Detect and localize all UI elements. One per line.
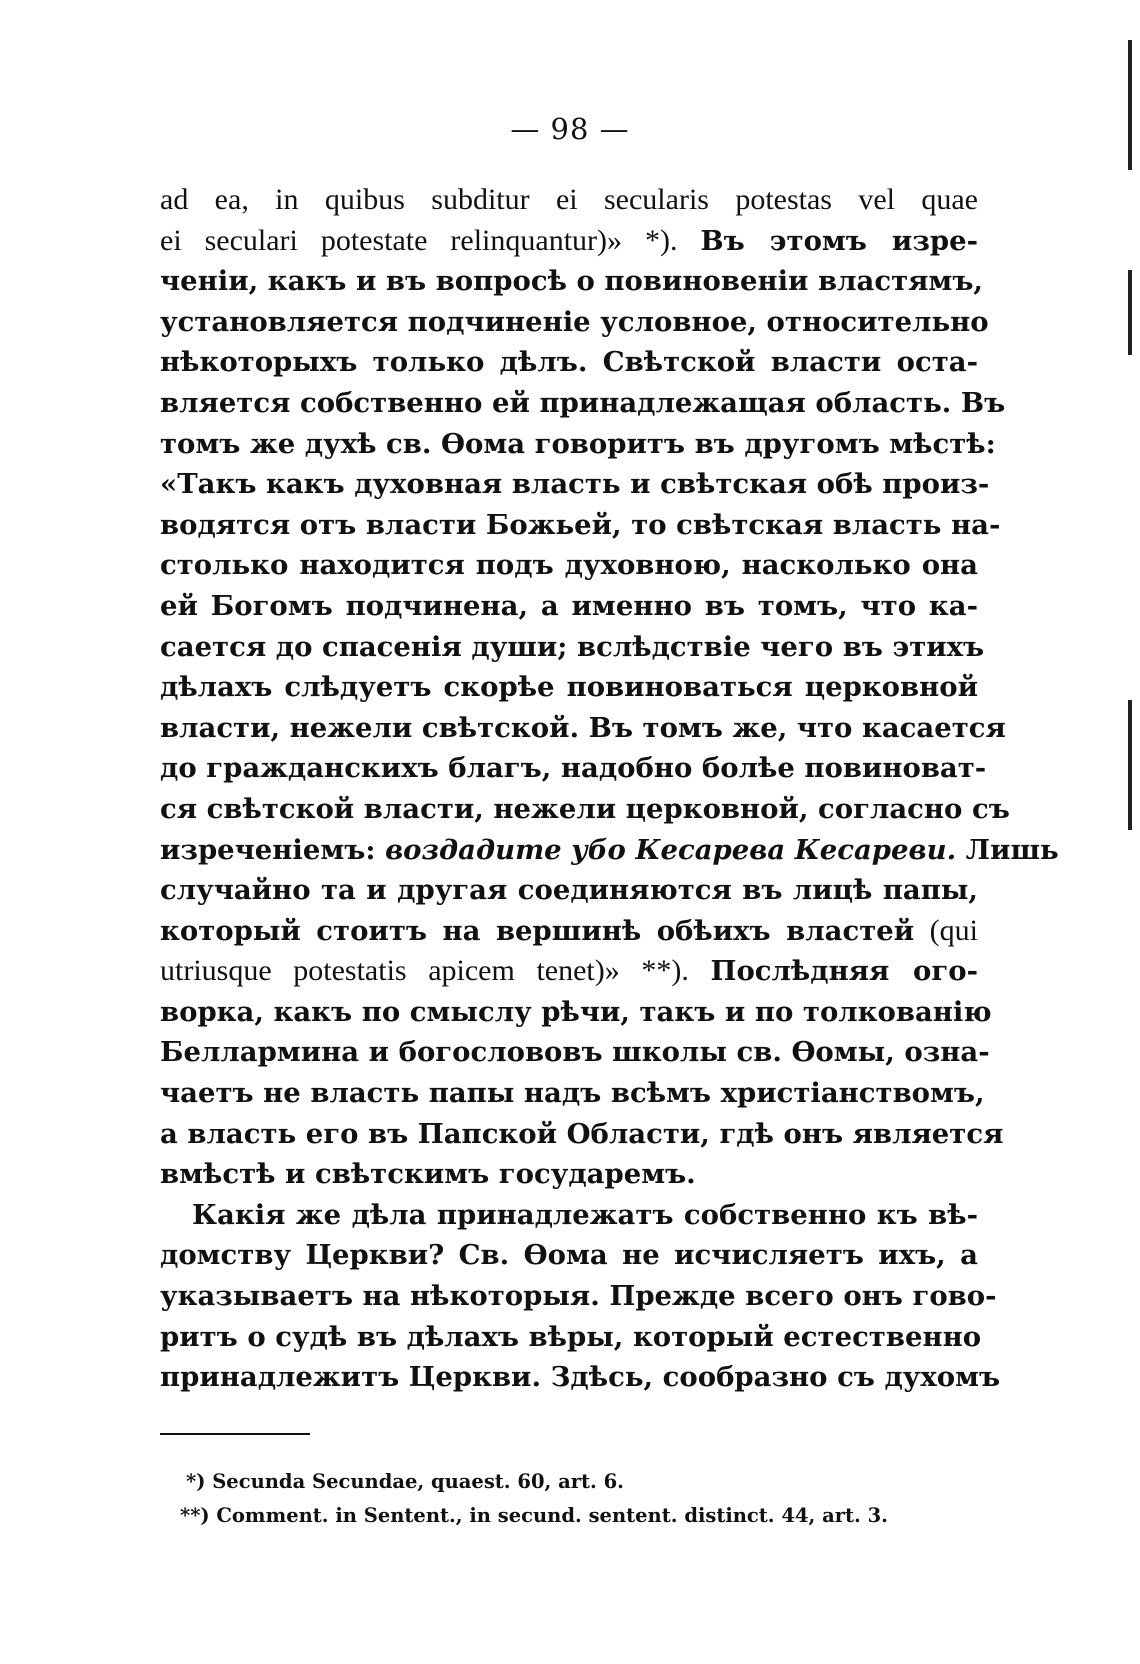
text-segment: Какія же дѣла принадлежатъ собственно къ вѣ- [192,1198,978,1231]
text-segment: Въ этомъ изре- [700,224,979,257]
text-segment: принадлежитъ Церкви. Здѣсь, сообразно съ духомъ [160,1361,1001,1394]
text-segment: Лишь [956,833,1059,866]
text-line [160,667,978,708]
text-line [160,1357,1001,1398]
text-line [160,1317,982,1358]
body-text [160,180,1059,1398]
text-segment: ченіи, какъ и въ вопросѣ о повиновеніи властямъ, [160,265,983,298]
text-segment: дѣлахъ слѣдуетъ скорѣе повиноваться церковной [160,671,978,704]
text-line [160,951,978,992]
text-segment: ворка, какъ по смыслу рѣчи, такъ и по толкованію [160,995,992,1028]
text-line [160,789,1010,830]
text-segment: ei seculari potestate relinquantur)» *). [160,223,701,257]
text-segment: ся свѣтской власти, нежели церковной, согласно съ [160,792,1010,825]
text-line [160,261,983,302]
text-segment: Беллармина и богослововъ школы св. Ѳомы, озна- [160,1036,990,1069]
text-segment: «Такъ какъ духовная власть и свѣтская обѣ произ- [160,468,990,501]
text-line [160,708,1006,749]
text-segment: сается до спасенія души; вслѣдствіе чего въ этихъ [160,630,985,663]
text-segment: ей Богомъ подчинена, а именно въ томъ, что ка- [160,589,978,622]
text-line [160,1114,1004,1155]
text-line [160,180,978,221]
text-line [160,302,989,343]
text-segment: установляется подчиненіе условное, относительно [160,305,989,338]
text-line [160,1032,990,1073]
text-segment: столько находится подъ духовною, насколько она [160,549,978,582]
text-segment: чаетъ не власть папы надъ всѣмъ христіанствомъ, [160,1077,985,1110]
text-segment: указываетъ на нѣкоторыя. Прежде всего онъ гово- [160,1280,997,1313]
text-segment: а власть его въ Папской Области, гдѣ онъ является [160,1117,1004,1150]
text-line [160,464,990,505]
text-line [160,1195,978,1236]
text-line [160,1276,997,1317]
text-segment: водятся отъ власти Божьей, то свѣтская власть на- [160,508,1001,541]
text-line [160,586,978,627]
text-line [160,545,978,586]
footnote: **) Comment. in Sentent., in secund. sentent. distinct. 44, art. 3. [180,1504,888,1527]
italic-quote: воздадите убо Кесарева Кесареви. [385,833,957,866]
page-number: — 98 — [510,112,630,146]
text-segment: нѣкоторыхъ только дѣлъ. Свѣтской власти оста- [160,346,978,379]
text-line [160,221,978,262]
text-segment: который стоитъ на вершинѣ обѣихъ властей [160,914,930,947]
text-line [160,748,987,789]
text-segment: томъ же духѣ св. Ѳома говоритъ въ другомъ мѣстѣ: [160,427,996,460]
footnote: *) Secunda Secundae, quaest. 60, art. 6. [186,1470,624,1493]
text-line [160,1235,978,1276]
text-line [160,911,978,952]
text-segment: ритъ о судѣ въ дѣлахъ вѣры, который естественно [160,1320,982,1353]
text-segment: изреченіемъ: [160,833,386,866]
text-segment: домству Церкви? Св. Ѳома не исчисляетъ ихъ, а [160,1239,978,1272]
scan-edge-mark [1128,700,1132,830]
text-segment: вмѣстѣ и свѣтскимъ государемъ. [160,1158,696,1191]
text-segment: (qui [929,913,978,947]
footnotes [180,1465,946,1533]
scan-edge-mark [1128,40,1132,170]
text-line [160,342,978,383]
text-segment: utriusque potestatis apicem tenet)» **). [160,954,711,988]
text-segment: вляется собственно ей принадлежащая область. Въ [160,386,1006,419]
text-line [160,992,992,1033]
text-line [160,1073,985,1114]
text-line [160,870,978,911]
text-segment: случайно та и другая соединяются въ лицѣ папы, [160,874,978,907]
text-segment: ad ea, in quibus subditur ei secularis potestas vel quae [160,183,978,216]
text-line [160,505,1001,546]
scan-edge-mark [1128,270,1132,355]
text-line [160,627,985,668]
text-segment: Послѣдняя ого- [710,955,978,988]
text-segment: власти, нежели свѣтской. Въ томъ же, что касается [160,711,1006,744]
text-segment: до гражданскихъ благъ, надобно болѣе повиноват- [160,752,987,785]
text-line [160,830,1059,871]
text-line [160,383,1006,424]
text-line [160,424,996,465]
text-line [160,1154,978,1195]
footnote-separator [160,1433,310,1435]
